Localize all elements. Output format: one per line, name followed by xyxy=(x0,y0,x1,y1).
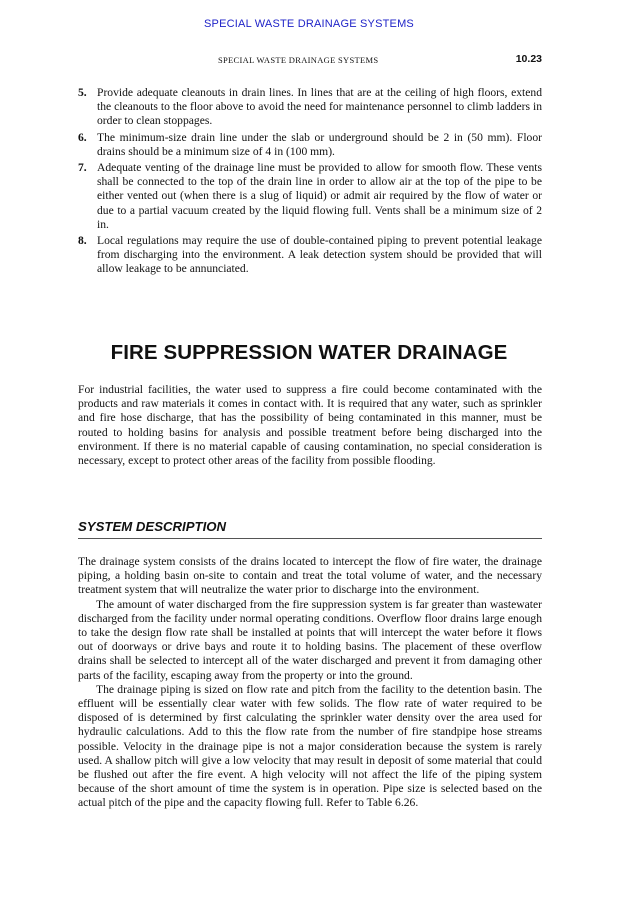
subsection-title: SYSTEM DESCRIPTION xyxy=(78,519,227,534)
list-item-text: The minimum-size drain line under the slab or underground should be 2 in (50 mm). Floor drains should be a minimum size of 4 in (100 mm). xyxy=(97,130,542,158)
description-paragraph: The amount of water discharged from the fire suppression system is far greater than wastewater discharged from the facility under normal operating conditions. Overflow floor drains large enough to take the design flow rate shall be installed at points that will intercept the water before it flows out of doorways or drive bays and route it to holding basins. The placement of these overflow drains shall be selected to intercept all of the water discharged and prevent it from damaging other parts of the facility, escaping away from the property or into the ground. xyxy=(78,597,542,682)
numbered-list xyxy=(78,86,542,279)
running-title: SPECIAL WASTE DRAINAGE SYSTEMS xyxy=(204,18,414,30)
section-title: FIRE SUPPRESSION WATER DRAINAGE xyxy=(110,341,508,364)
list-item-number: 5. xyxy=(78,86,87,99)
description-section xyxy=(78,555,542,811)
page-number: 10.23 xyxy=(515,53,542,65)
list-item-text: Adequate venting of the drainage line must be provided to allow for smooth flow. These vents shall be connected to the top of the drain line in order to allow air at the top of the pipe to be either vented out (when there is a slug of liquid) or admit air required by the flow of water or due to a partial vacuum created by the liquid flowing full. Vents shall be a minimum size of 2 in. xyxy=(97,161,542,231)
list-item xyxy=(78,131,542,159)
list-item-number: 6. xyxy=(78,130,87,144)
list-item-number: 7. xyxy=(78,161,87,175)
intro-paragraph: For industrial facilities, the water used to suppress a fire could become contaminated with the products and raw materials it comes in contact with. It is required that any water, such as sprinkler and fire hose discharge, that has the possibility of being contaminated in this manner, must be routed to holding basins for analysis and possible treatment before being discharged into the environment. If there is no material capable of causing contamination, no special consideration is necessary, except to protect other areas of the facility from possible flooding. xyxy=(78,383,542,468)
list-item-number: 8. xyxy=(78,234,87,248)
subsection-heading xyxy=(78,518,542,539)
page-header xyxy=(78,53,542,67)
list-item xyxy=(78,86,542,129)
list-item-text: Provide adequate cleanouts in drain lines. In lines that are at the ceiling of high floors, extend the cleanouts to the floor above to avoid the need for maintenance personnel to climb ladders in order to clean stoppages. xyxy=(97,86,542,128)
list-item-text: Local regulations may require the use of double-contained piping to prevent potential leakage from discharging into the environment. A leak detection system should be provided that will allow leakage to be annunciated. xyxy=(97,234,542,276)
header-title: SPECIAL WASTE DRAINAGE SYSTEMS xyxy=(218,55,379,65)
list-item xyxy=(78,234,542,277)
description-paragraph: The drainage system consists of the drains located to intercept the flow of fire water, the drainage piping, a holding basin on-site to contain and treat the total volume of water, and the necessary treatment system that will neutralize the water prior to discharge into the environment. xyxy=(78,555,542,597)
description-paragraph: The drainage piping is sized on flow rate and pitch from the facility to the detention basin. The effluent will be essentially clear water with few solids. The flow rate of water required to be disposed of is determined by first calculating the sprinkler water density over the area used for hydraulic calculations. Add to this the flow rate from the number of fire standpipe hose streams possible. Velocity in the drainage pipe is not a major consideration because the system is rarely used. A shallow pitch will give a low velocity that may result in deposit of some material that could be flushed out after the fire event. A high velocity will not affect the life of the piping system because of the short amount of time the system is in operation. Pipe size is selected based on the actual pitch of the pipe and the capacity flowing full. Refer to Table 6.26. xyxy=(78,682,542,810)
list-item xyxy=(78,161,542,232)
